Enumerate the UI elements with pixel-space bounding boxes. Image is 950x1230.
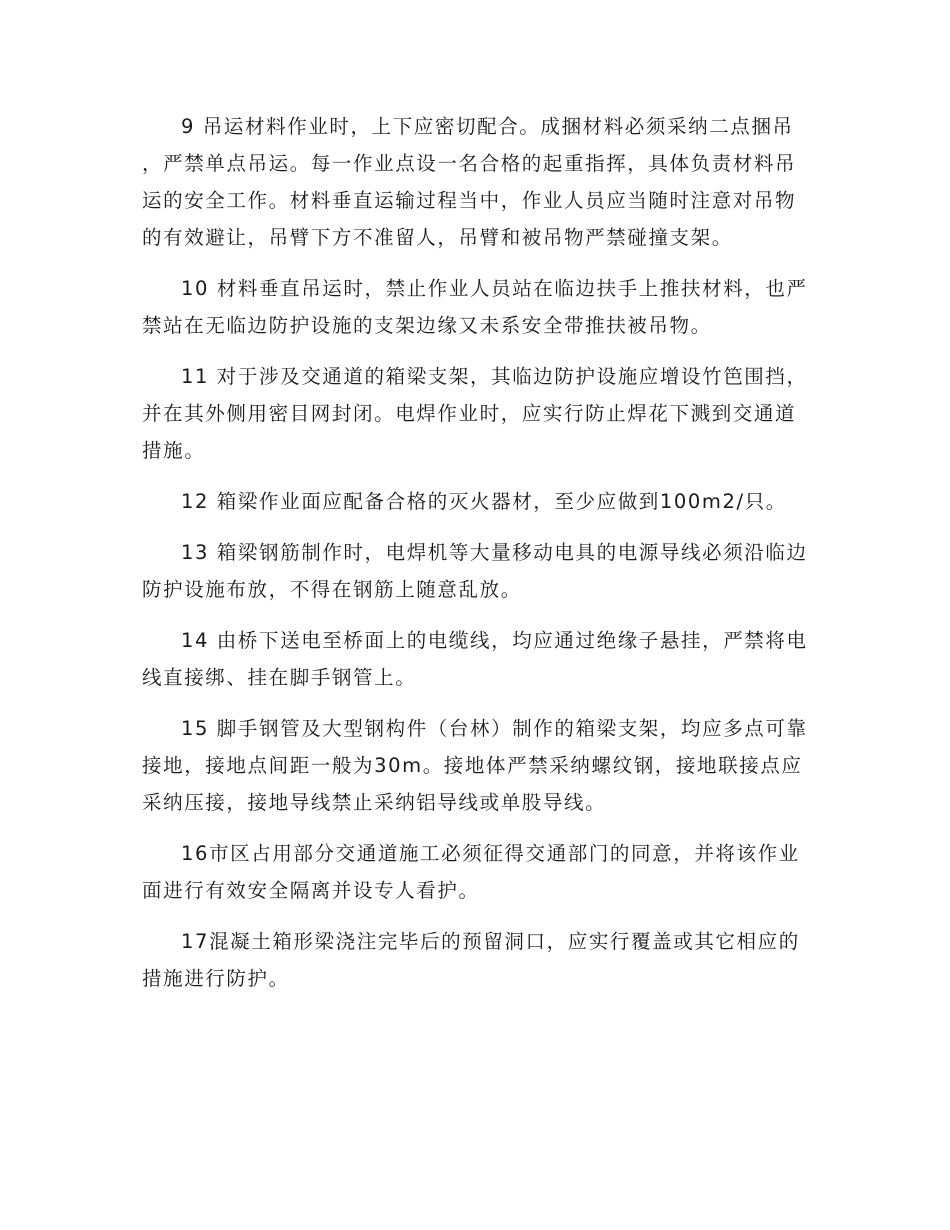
paragraph-17: 17混凝土箱形梁浇注完毕后的预留洞口，应实行覆盖或其它相应的措施进行防护。 bbox=[142, 930, 800, 990]
paragraph-14: 14 由桥下送电至桥面上的电缆线，均应通过绝缘子悬挂，严禁将电线直接绑、挂在脚手钢管上。 bbox=[142, 629, 808, 689]
paragraph-15: 15 脚手钢管及大型钢构件（台林）制作的箱梁支架，均应多点可靠接地，接地点间距一般为30m。接地体严禁采纳螺纹钢，接地联接点应采纳压接，接地导线禁止采纳铝导线或单股导线。 bbox=[142, 717, 808, 814]
paragraph-11: 11 对于涉及交通道的箱梁支架，其临边防护设施应增设竹笆围挡，并在其外侧用密目网封闭。电焊作业时，应实行防止焊花下溅到交通道措施。 bbox=[142, 365, 808, 462]
document-body bbox=[142, 108, 810, 1011]
paragraph-16: 16市区占用部分交通道施工必须征得交通部门的同意，并将该作业面进行有效安全隔离并设专人看护。 bbox=[142, 842, 800, 902]
paragraph-9: 9 吊运材料作业时，上下应密切配合。成捆材料必须采纳二点捆吊，严禁单点吊运。每一作业点设一名合格的起重指挥，具体负责材料吊运的安全工作。材料垂直运输过程当中，作业人员应当随时注意对吊物的有效避让，吊臂下方不准留人，吊臂和被吊物严禁碰撞支架。 bbox=[142, 115, 797, 249]
paragraph-12: 12 箱梁作业面应配备合格的灭火器材，至少应做到100m2/只。 bbox=[181, 490, 787, 513]
paragraph-10: 10 材料垂直吊运时，禁止作业人员站在临边扶手上推扶材料，也严禁站在无临边防护设施的支架边缘又未系安全带推扶被吊物。 bbox=[142, 277, 808, 337]
paragraph-13: 13 箱梁钢筋制作时，电焊机等大量移动电具的电源导线必须沿临边防护设施布放，不得在钢筋上随意乱放。 bbox=[142, 541, 808, 601]
